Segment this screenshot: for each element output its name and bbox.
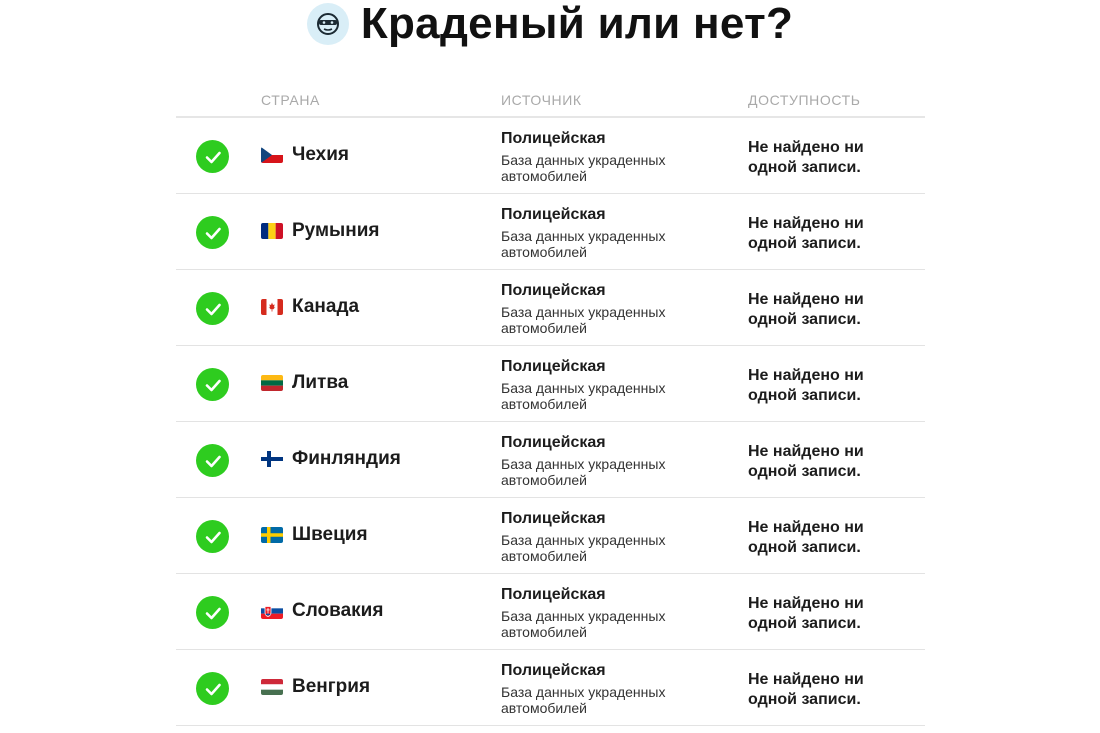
column-header-availability: ДОСТУПНОСТЬ (748, 92, 861, 108)
romania-flag-icon (261, 223, 283, 239)
availability-status: Не найдено ни одной записи. (748, 443, 864, 480)
check-icon (196, 368, 229, 401)
column-header-country: СТРАНА (261, 92, 320, 108)
check-icon (196, 444, 229, 477)
country-name: Словакия (292, 600, 384, 621)
table-row (176, 650, 925, 726)
table-row (176, 194, 925, 270)
source-title: Полицейская (501, 662, 606, 679)
availability-status: Не найдено ни одной записи. (748, 139, 864, 176)
column-header-source: ИСТОЧНИК (501, 92, 582, 108)
availability-status: Не найдено ни одной записи. (748, 215, 864, 252)
slovakia-flag-icon (261, 603, 283, 619)
table-row (176, 422, 925, 498)
finland-flag-icon (261, 451, 283, 467)
check-icon (196, 520, 229, 553)
country-name: Румыния (292, 220, 380, 241)
source-description: База данных украденных автомобилей (501, 152, 666, 184)
page-title: Краденый или нет? (360, 0, 794, 48)
table-row (176, 574, 925, 650)
check-icon (196, 140, 229, 173)
table-row (176, 346, 925, 422)
table-row (176, 270, 925, 346)
sweden-flag-icon (261, 527, 283, 543)
availability-status: Не найдено ни одной записи. (748, 595, 864, 632)
source-description: База данных украденных автомобилей (501, 228, 666, 260)
source-description: База данных украденных автомобилей (501, 608, 666, 640)
table-row (176, 498, 925, 574)
table-header (176, 82, 925, 118)
country-name: Чехия (292, 144, 349, 165)
country-name: Литва (292, 372, 349, 393)
source-title: Полицейская (501, 130, 606, 147)
check-icon (196, 596, 229, 629)
country-name: Швеция (292, 524, 368, 545)
masked-thief-icon (307, 3, 349, 45)
country-name: Финляндия (292, 448, 401, 469)
source-title: Полицейская (501, 434, 606, 451)
country-name: Венгрия (292, 676, 371, 697)
source-description: База данных украденных автомобилей (501, 532, 666, 564)
hungary-flag-icon (261, 679, 283, 695)
source-title: Полицейская (501, 586, 606, 603)
canada-flag-icon (261, 299, 283, 315)
page-header (0, 0, 1100, 48)
availability-status: Не найдено ни одной записи. (748, 367, 864, 404)
source-description: База данных украденных автомобилей (501, 456, 666, 488)
czech-flag-icon (261, 147, 283, 163)
source-title: Полицейская (501, 358, 606, 375)
check-icon (196, 672, 229, 705)
country-name: Канада (292, 296, 360, 317)
source-description: База данных украденных автомобилей (501, 684, 666, 716)
availability-status: Не найдено ни одной записи. (748, 519, 864, 556)
check-icon (196, 292, 229, 325)
source-title: Полицейская (501, 510, 606, 527)
source-description: База данных украденных автомобилей (501, 380, 666, 412)
check-icon (196, 216, 229, 249)
source-description: База данных украденных автомобилей (501, 304, 666, 336)
table-row (176, 118, 925, 194)
availability-status: Не найдено ни одной записи. (748, 291, 864, 328)
lithuania-flag-icon (261, 375, 283, 391)
theft-check-table (176, 82, 925, 726)
source-title: Полицейская (501, 206, 606, 223)
availability-status: Не найдено ни одной записи. (748, 671, 864, 708)
source-title: Полицейская (501, 282, 606, 299)
